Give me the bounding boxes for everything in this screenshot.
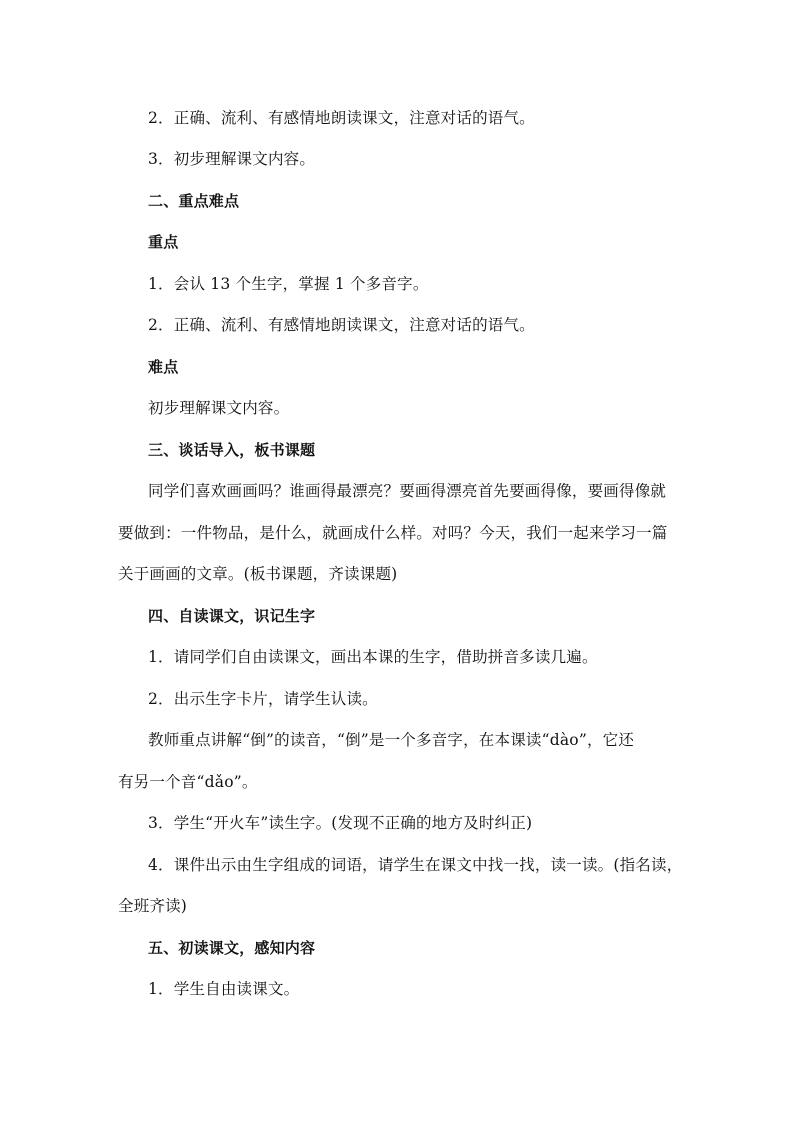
self-reading-step-2: 2．出示生字卡片，请学生认读。 [148, 690, 378, 708]
focus-item-1: 1．会认 13 个生字，掌握 1 个多音字。 [148, 275, 429, 293]
focus-item-2: 2．正确、流利、有感情地朗读课文，注意对话的语气。 [148, 316, 535, 334]
section-heading-intro: 三、谈话导入，板书课题 [148, 441, 316, 459]
intro-paragraph-line-3: 关于画画的文章。(板书课题，齐读课题) [118, 565, 398, 583]
section-heading-self-reading: 四、自读课文，识记生字 [148, 607, 316, 625]
intro-paragraph-line-2: 要做到：一件物品，是什么，就画成什么样。对吗？今天，我们一起来学习一篇 [118, 524, 668, 542]
self-reading-step-3: 3．学生“开火车”读生字。(发现不正确的地方及时纠正) [148, 814, 533, 832]
subheading-focus: 重点 [148, 233, 179, 251]
objective-3: 3．初步理解课文内容。 [148, 150, 316, 168]
subheading-difficulty: 难点 [148, 358, 179, 376]
self-reading-step-1: 1．请同学们自由读课文，画出本课的生字，借助拼音多读几遍。 [148, 648, 598, 666]
difficulty-text: 初步理解课文内容。 [148, 399, 290, 417]
self-reading-step-4-line-2: 全班齐读) [118, 897, 188, 915]
section-heading-key-points: 二、重点难点 [148, 192, 240, 210]
pronunciation-note-line-2: 有另一个音“dǎo”。 [118, 773, 258, 791]
objective-2: 2．正确、流利、有感情地朗读课文，注意对话的语气。 [148, 109, 535, 127]
section-heading-first-reading: 五、初读课文，感知内容 [148, 939, 316, 957]
pronunciation-note-line-1: 教师重点讲解“倒”的读音，“倒”是一个多音字，在本课读“dào”，它还 [148, 731, 635, 749]
intro-paragraph-line-1: 同学们喜欢画画吗？谁画得最漂亮？要画得漂亮首先要画得像，要画得像就 [148, 482, 667, 500]
first-reading-step-1: 1．学生自由读课文。 [148, 980, 300, 998]
self-reading-step-4-line-1: 4．课件出示由生字组成的词语，请学生在课文中找一找，读一读。(指名读， [148, 856, 683, 874]
